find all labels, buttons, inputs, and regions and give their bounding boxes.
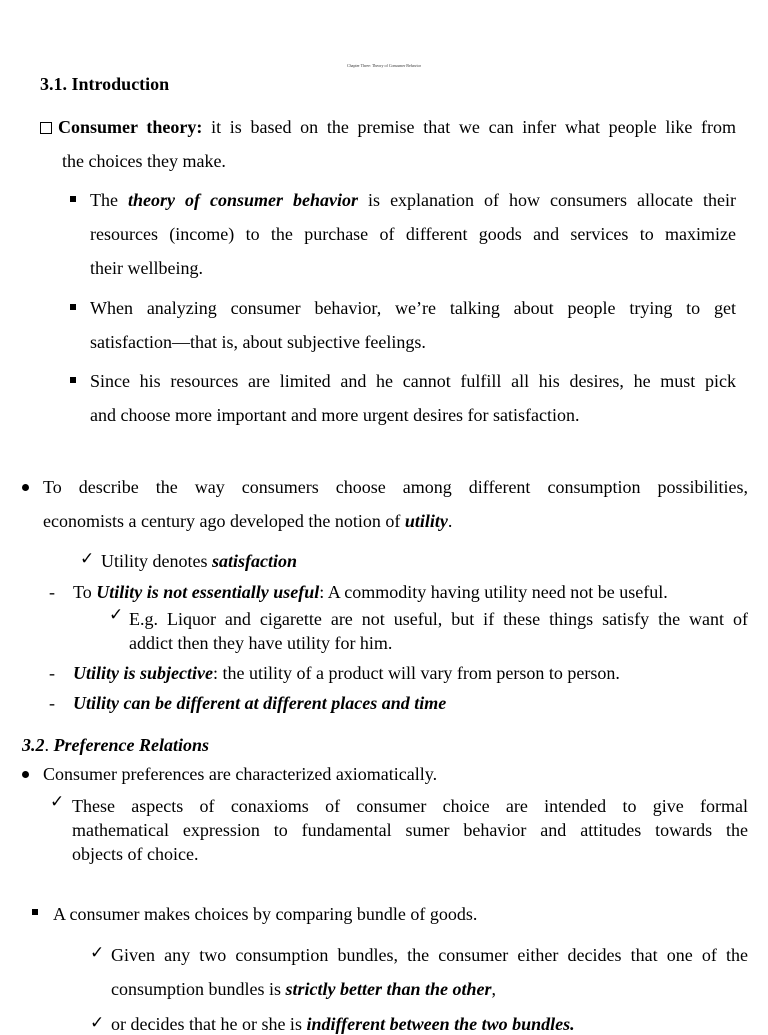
text: To bbox=[73, 582, 92, 602]
heading-dot: . bbox=[44, 735, 49, 755]
section-heading-3-1: 3.1. Introduction bbox=[40, 74, 170, 94]
consumer-theory-line-2: the choices they make. bbox=[62, 151, 226, 171]
emphasis: utility bbox=[404, 511, 448, 531]
emphasis: strictly better than the other bbox=[285, 979, 492, 999]
heading-title: Preference Relations bbox=[53, 735, 209, 755]
dash-not-useful bbox=[73, 582, 668, 603]
emphasis: indifferent between the two bundles. bbox=[306, 1014, 575, 1034]
round-bullet-icon bbox=[22, 484, 29, 491]
consumer-theory-label: Consumer theory: bbox=[58, 117, 203, 137]
axioms-line: mathematical expression to fundamental sumer behavior and attitudes towards the bbox=[72, 820, 748, 840]
utility-line-2 bbox=[43, 504, 748, 538]
text: , bbox=[491, 979, 497, 999]
text: : A commodity having utility need not be useful. bbox=[319, 582, 668, 602]
check-icon: ✓ bbox=[90, 1013, 105, 1033]
example-liquor bbox=[129, 607, 748, 655]
utility-line-1: To describe the way consumers choose among different consumption possibilities, bbox=[43, 477, 748, 497]
check-icon: ✓ bbox=[90, 943, 105, 963]
bundles-line: Given any two consumption bundles, the consumer either decides that one of the bbox=[111, 945, 748, 965]
axioms-paragraph bbox=[72, 794, 748, 866]
bullet-line: their wellbeing. bbox=[90, 258, 203, 278]
bullet-limited-resources bbox=[90, 364, 736, 432]
example-line: E.g. Liquor and cigarette are not useful, but if these things satisfy the want of bbox=[129, 609, 748, 629]
dash-bullet: - bbox=[49, 693, 55, 713]
consumer-theory-paragraph bbox=[40, 110, 736, 144]
text: . bbox=[447, 511, 453, 531]
square-bullet-icon bbox=[70, 377, 76, 383]
text: economists a century ago developed the notion of bbox=[43, 511, 401, 531]
emphasis: Utility is subjective bbox=[73, 663, 213, 683]
check-icon: ✓ bbox=[80, 549, 95, 569]
emphasis: theory of consumer behavior bbox=[128, 190, 359, 210]
utility-paragraph bbox=[43, 470, 748, 538]
dash-bullet: - bbox=[49, 582, 55, 602]
check-utility-satisfaction bbox=[101, 551, 297, 572]
checkbox-bullet-icon bbox=[40, 122, 52, 134]
bundles-paragraph bbox=[111, 938, 748, 1006]
square-bullet-icon bbox=[70, 196, 76, 202]
bullet-line: and choose more important and more urgent desires for satisfaction. bbox=[90, 405, 580, 425]
text: consumption bundles is bbox=[111, 979, 281, 999]
indifferent-line bbox=[111, 1014, 575, 1035]
consumer-theory-line-1 bbox=[40, 110, 736, 144]
dash-subjective bbox=[73, 663, 620, 684]
bullet-line: satisfaction—that is, about subjective feelings. bbox=[90, 332, 426, 352]
bullet-line: When analyzing consumer behavior, we’re talking about people trying to get bbox=[90, 298, 736, 318]
bullet-theory-behavior bbox=[90, 183, 736, 285]
square-bullet-icon bbox=[32, 909, 38, 915]
dash-places-time: Utility can be different at different places and time bbox=[73, 693, 447, 713]
round-bullet-icon bbox=[22, 771, 29, 778]
text: is explanation of how consumers allocate their bbox=[368, 190, 737, 210]
check-icon: ✓ bbox=[50, 792, 65, 812]
text: : the utility of a product will vary from person to person. bbox=[212, 663, 620, 683]
bullet-line: resources (income) to the purchase of different goods and services to maximize bbox=[90, 224, 736, 244]
emphasis: Utility is not essentially useful bbox=[96, 582, 320, 602]
square-bullet-icon bbox=[70, 304, 76, 310]
axioms-line: These aspects of conaxioms of consumer choice are intended to give formal bbox=[72, 796, 748, 816]
bullet-line: Since his resources are limited and he cannot fulfill all his desires, he must pick bbox=[90, 371, 736, 391]
heading-number: 3.2 bbox=[22, 735, 45, 755]
text: or decides that he or she is bbox=[111, 1014, 302, 1034]
text: Utility denotes bbox=[101, 551, 208, 571]
dash-bullet: - bbox=[49, 663, 55, 683]
consumer-theory-text: it is based on the premise that we can infer what people like from bbox=[211, 117, 736, 137]
bundle-comparison: A consumer makes choices by comparing bundle of goods. bbox=[53, 904, 478, 924]
bullet-line bbox=[90, 183, 736, 217]
text: The bbox=[90, 190, 118, 210]
bullet-analyzing-behavior bbox=[90, 291, 736, 359]
check-icon: ✓ bbox=[109, 605, 124, 625]
section-heading-3-2 bbox=[22, 735, 209, 756]
axioms-line: objects of choice. bbox=[72, 844, 199, 864]
bundles-line bbox=[111, 972, 748, 1006]
preferences-axiomatic: Consumer preferences are characterized axiomatically. bbox=[43, 764, 438, 784]
emphasis: satisfaction bbox=[212, 551, 298, 571]
running-head: Chapter Three: Theory of Consumer Behavior bbox=[347, 63, 421, 68]
example-line: addict then they have utility for him. bbox=[129, 633, 393, 653]
